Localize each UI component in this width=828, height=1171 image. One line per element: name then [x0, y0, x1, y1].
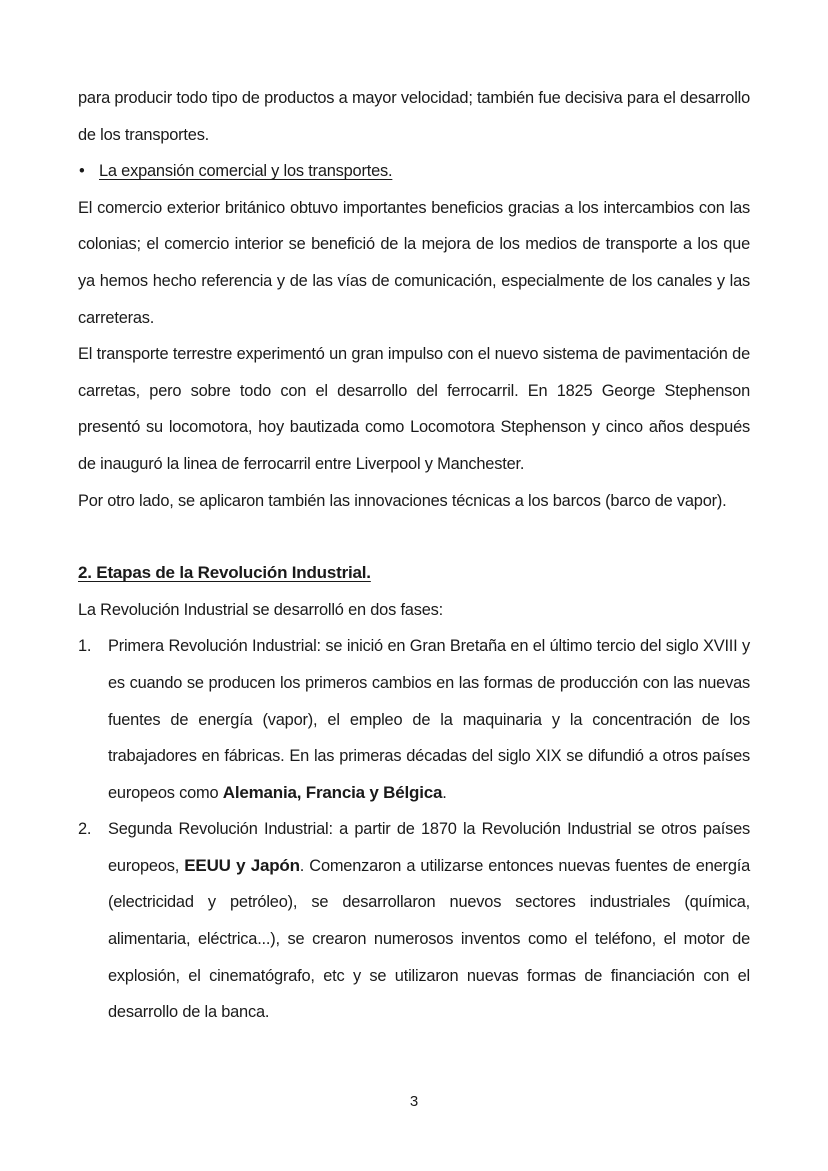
list-number: 1. [78, 637, 92, 656]
bullet-title: La expansión comercial y los transportes. [99, 162, 393, 181]
list-text [108, 628, 750, 811]
list-number: 2. [78, 820, 92, 839]
bullet-item [78, 153, 750, 190]
paragraph-barcos: Por otro lado, se aplicaron también las innovaciones técnicas a los barcos (barco de vapor). [78, 491, 727, 510]
paragraph-fases: La Revolución Industrial se desarrolló en dos fases: [78, 600, 443, 619]
list-text-a: Segunda Revolución Industrial: a partir de 1870 la Revolución Industrial se otros países europeos, [108, 820, 750, 875]
list-text-b: . Comenzaron a utilizarse entonces nuevas fuentes de energía (electricidad y petróleo), se desarrollaron nuevos sectores industriales (química, alimentaria, eléctrica...), se crearon numerosos inventos como el teléfono, el motor de explosión, el cinematógrafo, etc y se utilizaron nuevas formas de financiación con el desarrollo de la banca. [108, 856, 751, 1022]
page-number: 3 [409, 1093, 419, 1110]
bullet-icon: • [79, 162, 85, 181]
paragraph-transporte: El transporte terrestre experimentó un gran impulso con el nuevo sistema de pavimentación de carretas, pero sobre todo con el desarrollo del ferrocarril. En 1825 George Stephenson presentó su locomotora, hoy bautizada como Locomotora Stephenson y cinco años después de inauguró la linea de ferrocarril entre Liverpool y Manchester. [78, 345, 750, 473]
list-item-1 [78, 628, 750, 811]
list-text-bold: EEUU y Japón [184, 855, 300, 875]
list-text [108, 811, 750, 1031]
section-heading: 2. Etapas de la Revolución Industrial. [78, 563, 371, 583]
document-body [78, 80, 750, 1031]
list-text-end: . [442, 783, 447, 802]
list-text-main: Primera Revolución Industrial: se inició en Gran Bretaña en el último tercio del siglo XVIII y es cuando se producen los primeros cambios en las formas de producción con las nuevas fuentes de energía (vapor), el empleo de la maquinaria y la concentración de los trabajadores en fábricas. En las primeras décadas del siglo XIX se difundió a otros países europeos como [108, 637, 750, 802]
paragraph-intro: para producir todo tipo de productos a mayor velocidad; también fue decisiva para el desarrollo de los transportes. [78, 89, 750, 144]
list-item-2 [78, 811, 750, 1031]
list-text-bold: Alemania, Francia y Bélgica [222, 782, 443, 802]
paragraph-comercio: El comercio exterior británico obtuvo importantes beneficios gracias a los intercambios con las colonias; el comercio interior se benefició de la mejora de los medios de transporte a los que ya hemos hecho referencia y de las vías de comunicación, especialmente de los canales y las carreteras. [78, 198, 750, 327]
